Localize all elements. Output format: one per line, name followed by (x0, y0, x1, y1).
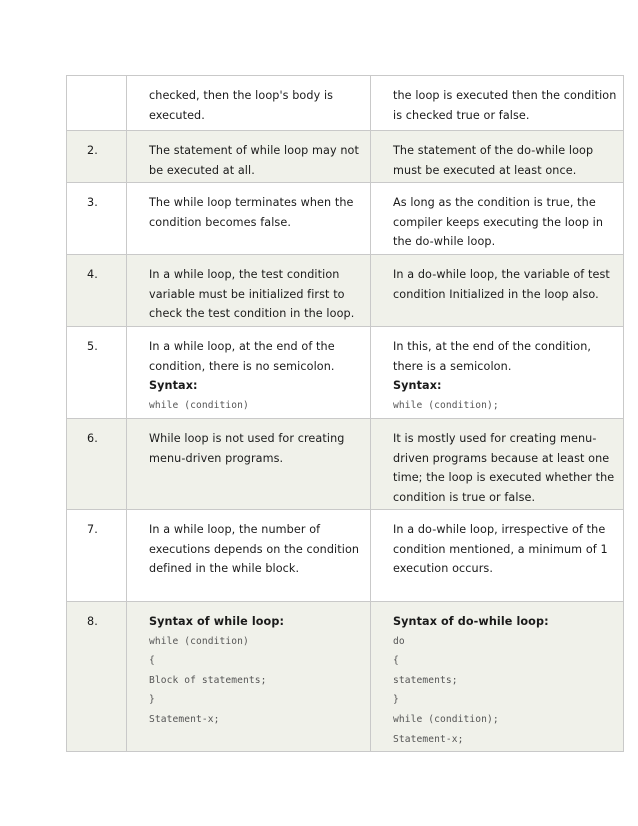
dowhile-cell (371, 419, 624, 510)
dowhile-cell (371, 255, 624, 327)
dowhile-cell (371, 76, 624, 131)
while-cell (127, 602, 371, 752)
dowhile-text-line: In a do-while loop, irrespective of the (393, 523, 606, 536)
while-syntax-heading: Syntax of while loop: (149, 615, 285, 628)
while-text-line: In a while loop, the test condition (149, 268, 340, 281)
dowhile-cell (371, 327, 624, 419)
while-cell (127, 255, 371, 327)
dowhile-code-line: while (condition); (393, 399, 499, 411)
dowhile-text-line: there is a semicolon. (393, 359, 512, 373)
while-code-line: } (149, 694, 155, 706)
while-text-line: In a while loop, at the end of the (149, 340, 335, 353)
row-number: 5. (87, 340, 98, 353)
while-text-line: The while loop terminates when the (149, 196, 354, 209)
dowhile-syntax-label: Syntax: (393, 379, 442, 393)
while-code-line: Block of statements; (149, 674, 267, 686)
while-text-line: condition becomes false. (149, 215, 291, 229)
while-code-line: while (condition) (149, 635, 249, 647)
dowhile-cell (371, 131, 624, 183)
dowhile-text-line: is checked true or false. (393, 108, 530, 122)
while-code-line: { (149, 655, 155, 667)
dowhile-code-line: while (condition); (393, 713, 499, 725)
table-row (67, 327, 624, 419)
while-text-line: While loop is not used for creating (149, 432, 345, 445)
row-number-cell (67, 327, 127, 419)
dowhile-text-line: It is mostly used for creating menu- (393, 432, 597, 445)
dowhile-text-line: In this, at the end of the condition, (393, 340, 592, 353)
dowhile-text-line: In a do-while loop, the variable of test (393, 268, 610, 281)
row-number-cell (67, 602, 127, 752)
table-row (67, 510, 624, 602)
while-text-line: variable must be initialized first to (149, 287, 345, 301)
while-code-line: Statement-x; (149, 713, 220, 725)
dowhile-text-line: condition Initialized in the loop also. (393, 287, 599, 301)
dowhile-text-line: As long as the condition is true, the (393, 196, 596, 209)
while-text-line: check the test condition in the loop. (149, 307, 355, 321)
while-text-line: In a while loop, the number of (149, 523, 321, 536)
dowhile-text-line: must be executed at least once. (393, 163, 577, 177)
dowhile-code-line: Statement-x; (393, 733, 464, 745)
comparison-table (66, 75, 624, 752)
dowhile-cell (371, 510, 624, 602)
dowhile-cell (371, 183, 624, 255)
dowhile-code-line: { (393, 655, 399, 667)
while-syntax-label: Syntax: (149, 379, 198, 393)
dowhile-text-line: compiler keeps executing the loop in (393, 215, 604, 229)
dowhile-text-line: time; the loop is executed whether the (393, 471, 615, 485)
dowhile-cell (371, 602, 624, 752)
while-cell (127, 183, 371, 255)
while-code-line: while (condition) (149, 399, 249, 411)
dowhile-text-line: execution occurs. (393, 562, 493, 576)
while-cell (127, 419, 371, 510)
table-row (67, 131, 624, 183)
table-row (67, 76, 624, 131)
row-number-cell (67, 419, 127, 510)
while-text-line: executions depends on the condition (149, 542, 360, 556)
table-row (67, 183, 624, 255)
while-text-line: checked, then the loop's body is (149, 89, 334, 102)
while-text-line: condition, there is no semicolon. (149, 359, 335, 373)
while-text-line: be executed at all. (149, 163, 255, 177)
row-number: 3. (87, 196, 98, 209)
dowhile-text-line: condition is true or false. (393, 490, 536, 504)
dowhile-text-line: the do-while loop. (393, 235, 496, 249)
dowhile-text-line: driven programs because at least one (393, 451, 610, 465)
row-number-cell (67, 183, 127, 255)
row-number: 8. (87, 615, 98, 628)
table-row (67, 255, 624, 327)
while-cell (127, 327, 371, 419)
dowhile-code-line: statements; (393, 674, 458, 686)
row-number: 6. (87, 432, 98, 445)
while-text-line: The statement of while loop may not (149, 144, 359, 157)
dowhile-text-line: the loop is executed then the condition (393, 89, 617, 102)
row-number-cell (67, 255, 127, 327)
row-number: 2. (87, 144, 98, 157)
while-text-line: executed. (149, 108, 205, 122)
dowhile-text-line: condition mentioned, a minimum of 1 (393, 542, 608, 556)
row-number-cell (67, 510, 127, 602)
row-number: 7. (87, 523, 98, 536)
dowhile-code-line: } (393, 694, 399, 706)
row-number-cell (67, 131, 127, 183)
dowhile-syntax-heading: Syntax of do-while loop: (393, 615, 549, 628)
while-text-line: menu-driven programs. (149, 451, 284, 465)
while-cell (127, 131, 371, 183)
table-row (67, 419, 624, 510)
while-cell (127, 510, 371, 602)
table-row (67, 602, 624, 752)
while-cell (127, 76, 371, 131)
dowhile-code-line: do (393, 635, 405, 647)
while-text-line: defined in the while block. (149, 562, 300, 576)
dowhile-text-line: The statement of the do-while loop (393, 144, 594, 157)
row-number-cell (67, 76, 127, 131)
row-number: 4. (87, 268, 98, 281)
